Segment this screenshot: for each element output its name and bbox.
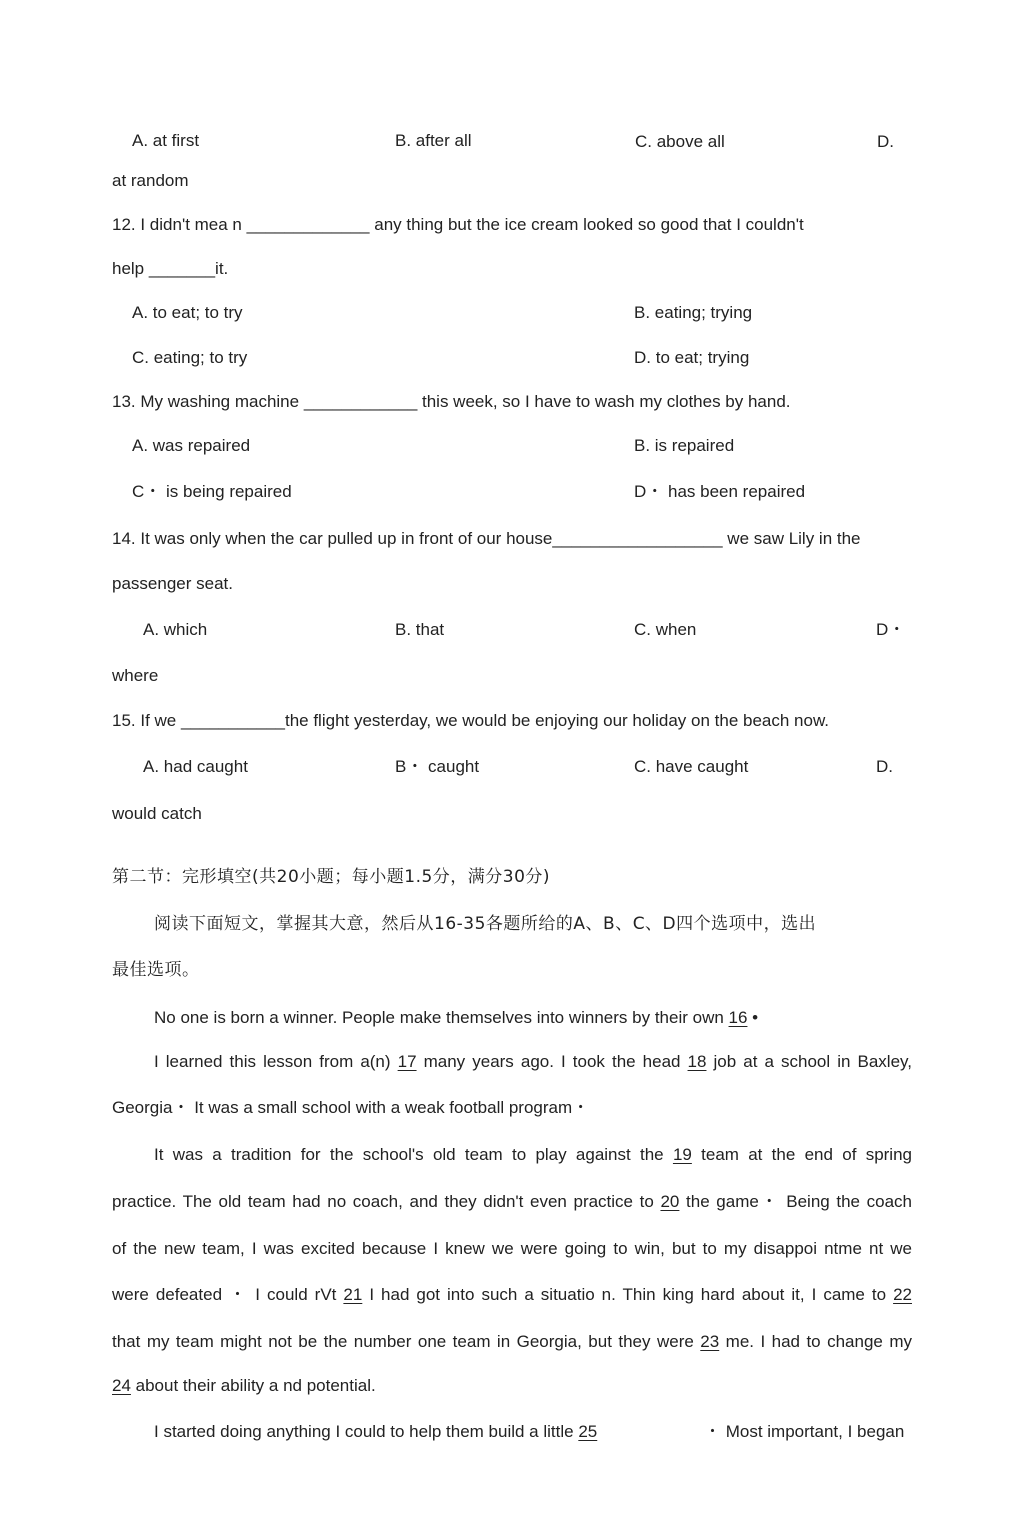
- passage-text: No one is born a winner. People make themselves into winners by their own: [154, 1008, 729, 1027]
- blank-19: 19: [672, 1145, 692, 1164]
- passage-line: [112, 1331, 912, 1353]
- q15-option-a: A. had caught: [143, 757, 248, 776]
- q14-option-a: A. which: [143, 620, 208, 639]
- passage-line: ・ Most important, I began: [704, 1422, 905, 1441]
- section2-heading: 第二节：完形填空(共20小题；每小题1.5分，满分30分): [112, 867, 551, 887]
- passage-text: It was a tradition for the school's old team to play against the: [154, 1145, 673, 1164]
- q12-option-b: B. eating; trying: [634, 303, 753, 322]
- q12-option-a: A. to eat; to try: [132, 303, 243, 322]
- q13-option-b: B. is repaired: [634, 436, 735, 455]
- passage-line: [112, 1191, 912, 1213]
- passage-line: [154, 1421, 597, 1443]
- q11-option-a: A. at first: [132, 131, 200, 150]
- blank-20: 20: [660, 1192, 680, 1211]
- q12-option-c: C. eating; to try: [132, 348, 248, 367]
- blank-21: 21: [343, 1285, 363, 1304]
- passage-line: [154, 1051, 912, 1073]
- q15-option-d: D.: [876, 757, 893, 776]
- passage-line: [112, 1284, 912, 1306]
- passage-text: practice. The old team had no coach, and they didn't even practice to: [112, 1192, 661, 1211]
- passage-line: [154, 1007, 758, 1029]
- passage-line: [112, 1375, 376, 1397]
- q15-option-d-text: would catch: [112, 804, 202, 823]
- passage-text: I learned this lesson from a(n): [154, 1052, 398, 1071]
- q14-stem-line2: passenger seat.: [112, 574, 233, 593]
- blank-25: 25: [578, 1422, 598, 1441]
- passage-text: many years ago. I took the head: [416, 1052, 688, 1071]
- blank-22: 22: [893, 1285, 912, 1304]
- q14-option-d-text: where: [112, 666, 159, 685]
- passage-line: of the new team, I was excited because I knew we were going to win, but to my disappoi ntme nt we: [112, 1239, 912, 1258]
- q14-option-c: C. when: [634, 620, 697, 639]
- passage-text: team at the end of spring: [691, 1145, 912, 1164]
- q14-option-d: D・: [876, 620, 906, 639]
- passage-text: I had got into such a situatio n. Thin king hard about it, I came to: [362, 1285, 894, 1304]
- section2-instruction-line1: 阅读下面短文，掌握其大意，然后从16-35各题所给的A、B、C、D四个选项中，选出: [154, 914, 817, 934]
- q14-stem-line1: 14. It was only when the car pulled up in front of our house__________________ we saw Lily in the: [112, 529, 861, 548]
- q15-stem: 15. If we ___________the flight yesterday, we would be enjoying our holiday on the beach now.: [112, 711, 830, 730]
- passage-text: I started doing anything I could to help them build a little: [154, 1422, 579, 1441]
- passage-text: were defeated ・ I could rVt: [112, 1285, 344, 1304]
- q12-option-d: D. to eat; trying: [634, 348, 750, 367]
- passage-text: •: [747, 1008, 759, 1027]
- blank-18: 18: [687, 1052, 707, 1071]
- q13-option-c: C・ is being repaired: [132, 482, 292, 501]
- blank-24: 24: [112, 1376, 131, 1395]
- q15-option-c: C. have caught: [634, 757, 749, 776]
- blank-16: 16: [728, 1008, 748, 1027]
- q11-option-d-text: at random: [112, 171, 189, 190]
- passage-line: [154, 1144, 912, 1166]
- passage-line: Georgia・ It was a small school with a weak football program・: [112, 1098, 590, 1117]
- q13-option-d: D・ has been repaired: [634, 482, 806, 501]
- passage-text: job at a school in Baxley,: [706, 1052, 912, 1071]
- section2-instruction-line2: 最佳选项。: [112, 960, 200, 980]
- q12-stem-line1: 12. I didn't mea n _____________ any thing but the ice cream looked so good that I couldn't: [112, 215, 804, 234]
- passage-text: the game・ Being the coach: [679, 1192, 912, 1211]
- q14-option-b: B. that: [395, 620, 445, 639]
- q11-option-d: D.: [877, 132, 894, 151]
- blank-23: 23: [700, 1332, 720, 1351]
- q11-option-c: C. above all: [635, 132, 725, 151]
- passage-text: about their ability a nd potential.: [130, 1376, 376, 1395]
- q15-option-b: B・ caught: [395, 757, 480, 776]
- q13-stem: 13. My washing machine ____________ this week, so I have to wash my clothes by hand.: [112, 392, 791, 411]
- q12-stem-line2: help _______it.: [112, 259, 229, 278]
- passage-text: me. I had to change my: [719, 1332, 912, 1351]
- passage-text: that my team might not be the number one team in Georgia, but they were: [112, 1332, 701, 1351]
- blank-17: 17: [397, 1052, 417, 1071]
- q11-option-b: B. after all: [395, 131, 472, 150]
- q13-option-a: A. was repaired: [132, 436, 251, 455]
